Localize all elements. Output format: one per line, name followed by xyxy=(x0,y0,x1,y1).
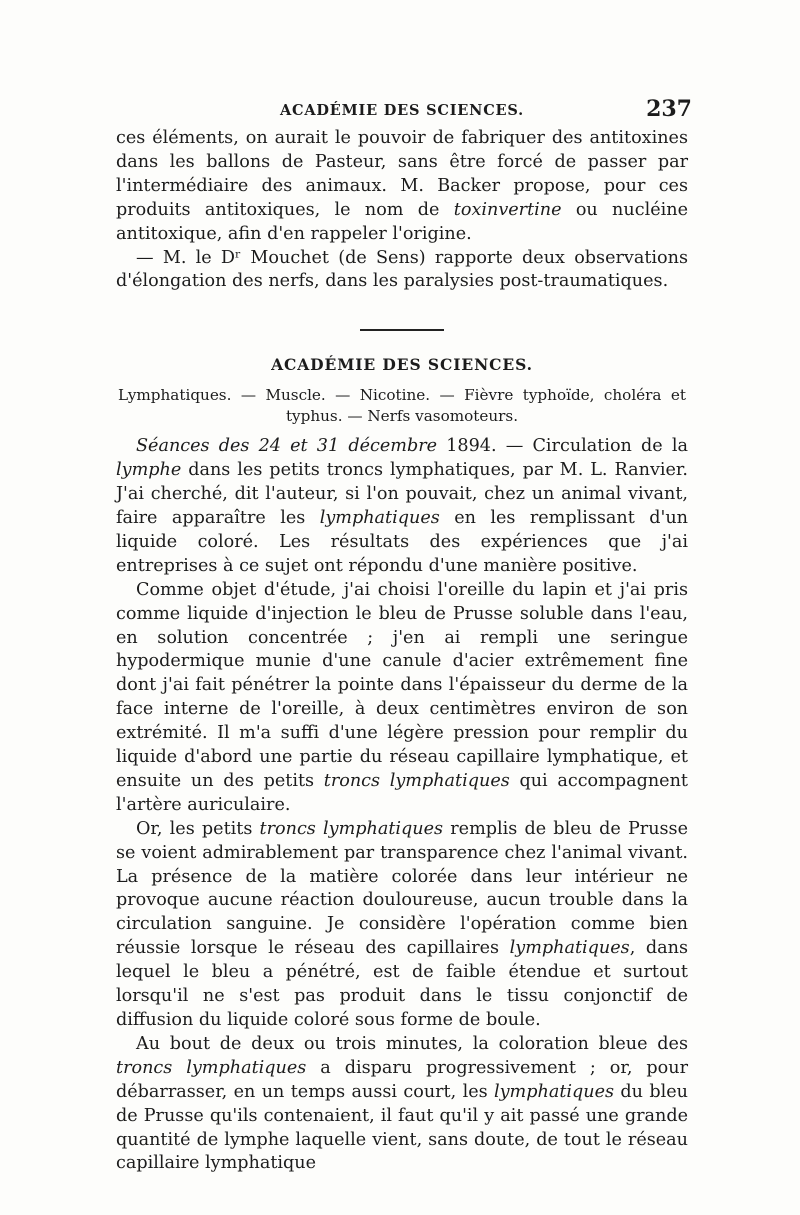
text-run: remplis de bleu de Prusse se voient admirablement par transparence chez l'animal vivant. La présence de la matière colorée dans leur intérieur ne provoque aucune réaction douloureuse, aucun trouble dans la circulation sanguine. Je considère l'opération comme bien réussie lorsque le réseau des capillaires xyxy=(116,818,689,959)
italic-term: lymphatiques xyxy=(493,1081,615,1102)
italic-term: toxinvertine xyxy=(453,199,562,220)
section-summary: Lymphatiques. — Muscle. — Nicotine. — Fièvre typhoïde, choléra et typhus. — Nerfs vasomoteurs. xyxy=(118,386,686,426)
text-run: du bleu de Prusse qu'ils contenaient, il faut qu'il y ait passé une grande quantité de lymphe laquelle vient, sans doute, de tout le réseau capillaire lymphatique xyxy=(116,1081,688,1174)
text-run: Or, les petits xyxy=(136,818,260,839)
text-run: Comme objet d'étude, j'ai choisi l'oreille du lapin et j'ai pris comme liquide d'injection le bleu de Prusse soluble dans l'eau, en solution concentrée ; j'en ai rempli une seringue hypodermique munie d'une canule d'acier extrêmement fine dont j'ai fait pénétrer la pointe dans l'épaisseur du derme de la face interne de l'oreille, à deux centimètres environ de son extrémité. Il m'a suffi d'une légère pression pour remplir du liquide d'abord une partie du réseau capillaire lymphatique, et ensuite un des petits xyxy=(116,579,688,791)
italic-term: troncs lymphatiques xyxy=(116,1057,307,1078)
text-run: 1894. — Circulation de la xyxy=(437,436,688,457)
paragraph-2 xyxy=(116,579,688,818)
paragraph-continuation xyxy=(116,127,688,247)
text-run: a disparu progressivement ; or, pour débarrasser, en un temps aussi court, les xyxy=(116,1057,688,1102)
text-run: , dans lequel le bleu a pénétré, est de faible étendue et surtout lorsqu'il ne s'est pas produit dans le tissu conjonctif de diffusion du liquide coloré sous forme de boule. xyxy=(116,938,688,1030)
text-run: Au bout de deux ou trois minutes, la coloration bleue des xyxy=(136,1033,688,1054)
text-run: qui accompagnent l'artère auriculaire. xyxy=(116,770,688,815)
italic-dates: Séances des 24 et 31 décembre xyxy=(136,436,438,457)
italic-term: troncs lymphatiques xyxy=(323,770,510,791)
italic-term: lymphatiques xyxy=(509,938,630,959)
page-number: 237 xyxy=(646,96,692,122)
section-divider xyxy=(360,329,444,331)
text-run: ou nucléine antitoxique, afin d'en rappeler l'origine. xyxy=(116,199,688,244)
running-head xyxy=(116,96,692,128)
italic-term: lymphatiques xyxy=(319,507,440,528)
paragraph-3 xyxy=(116,818,688,1033)
text-run: ces éléments, on aurait le pouvoir de fabriquer des antitoxines dans les ballons de Pasteur, sans être forcé de passer par l'intermédiaire des animaux. M. Backer propose, pour ces produits antitoxiques, le nom de xyxy=(116,128,688,220)
paragraph-4 xyxy=(116,1033,688,1176)
text-run: en les remplissant d'un liquide coloré. Les résultats des expériences que j'ai entreprises à ce sujet ont répondu d'une manière positive. xyxy=(116,507,688,576)
paragraph-1 xyxy=(116,435,688,578)
section-heading: ACADÉMIE DES SCIENCES. xyxy=(271,355,533,375)
text-run: dans les petits troncs lymphatiques, par M. L. Ranvier. J'ai cherché, dit l'auteur, si l'on pouvait, chez un animal vivant, faire apparaître les xyxy=(116,460,688,528)
body-text xyxy=(116,127,688,1176)
paragraph-mouchet: — M. le Dʳ Mouchet (de Sens) rapporte deux observations d'élongation des nerfs, dans les paralysies post-traumatiques. xyxy=(116,247,688,292)
italic-term: troncs lymphatiques xyxy=(259,818,444,839)
italic-term: lymphe xyxy=(116,460,182,481)
running-title: ACADÉMIE DES SCIENCES. xyxy=(279,102,525,119)
